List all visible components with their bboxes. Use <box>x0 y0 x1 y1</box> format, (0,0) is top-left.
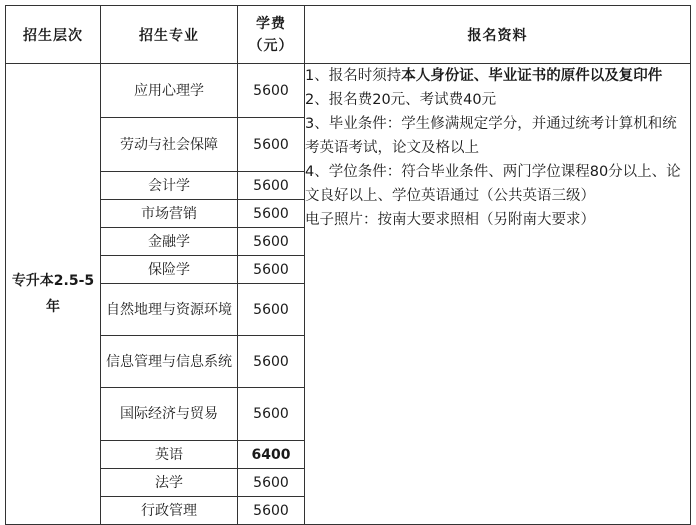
header-level: 招生层次 <box>6 6 101 64</box>
fee-cell: 5600 <box>238 336 305 388</box>
header-fee <box>238 6 305 64</box>
fee-cell: 5600 <box>238 284 305 336</box>
header-fee-line2: （元） <box>248 37 294 54</box>
materials-item-1-emphasis: 本人身份证、毕业证书的原件以及复印件 <box>401 68 663 84</box>
header-materials: 报名资料 <box>305 6 691 64</box>
major-cell: 自然地理与资源环境 <box>101 284 238 336</box>
major-cell: 信息管理与信息系统 <box>101 336 238 388</box>
fee-cell: 6400 <box>238 441 305 469</box>
materials-cell <box>305 64 691 525</box>
materials-item-2: 2、报名费20元、考试费40元 <box>305 92 497 108</box>
major-cell: 法学 <box>101 469 238 497</box>
major-cell: 应用心理学 <box>101 64 238 118</box>
fee-cell: 5600 <box>238 497 305 525</box>
level-cell: 专升本2.5-5年 <box>6 64 101 525</box>
fee-cell: 5600 <box>238 118 305 172</box>
materials-item-3: 3、毕业条件：学生修满规定学分，并通过统考计算机和统考英语考试，论文及格以上 <box>305 116 677 156</box>
materials-photo: 电子照片：按南大要求照相（另附南大要求） <box>305 212 595 228</box>
fee-cell: 5600 <box>238 64 305 118</box>
major-cell: 会计学 <box>101 172 238 200</box>
fee-cell: 5600 <box>238 469 305 497</box>
fee-cell: 5600 <box>238 172 305 200</box>
materials-item-4: 4、学位条件：符合毕业条件、两门学位课程80分以上、论文良好以上、学位英语通过（公共英语三级） <box>305 164 681 204</box>
fee-cell: 5600 <box>238 388 305 441</box>
materials-item-1: 1、报名时须持本人身份证、毕业证书的原件以及复印件 <box>305 68 663 84</box>
header-row <box>6 6 691 64</box>
major-cell: 行政管理 <box>101 497 238 525</box>
major-cell: 保险学 <box>101 256 238 284</box>
fee-cell: 5600 <box>238 256 305 284</box>
header-fee-line1: 学费 <box>256 15 286 32</box>
major-cell: 英语 <box>101 441 238 469</box>
fee-cell: 5600 <box>238 200 305 228</box>
admissions-table <box>5 5 691 525</box>
major-cell: 金融学 <box>101 228 238 256</box>
fee-cell: 5600 <box>238 228 305 256</box>
major-cell: 国际经济与贸易 <box>101 388 238 441</box>
major-cell: 市场营销 <box>101 200 238 228</box>
table-row <box>6 64 691 118</box>
major-cell: 劳动与社会保障 <box>101 118 238 172</box>
header-major: 招生专业 <box>101 6 238 64</box>
